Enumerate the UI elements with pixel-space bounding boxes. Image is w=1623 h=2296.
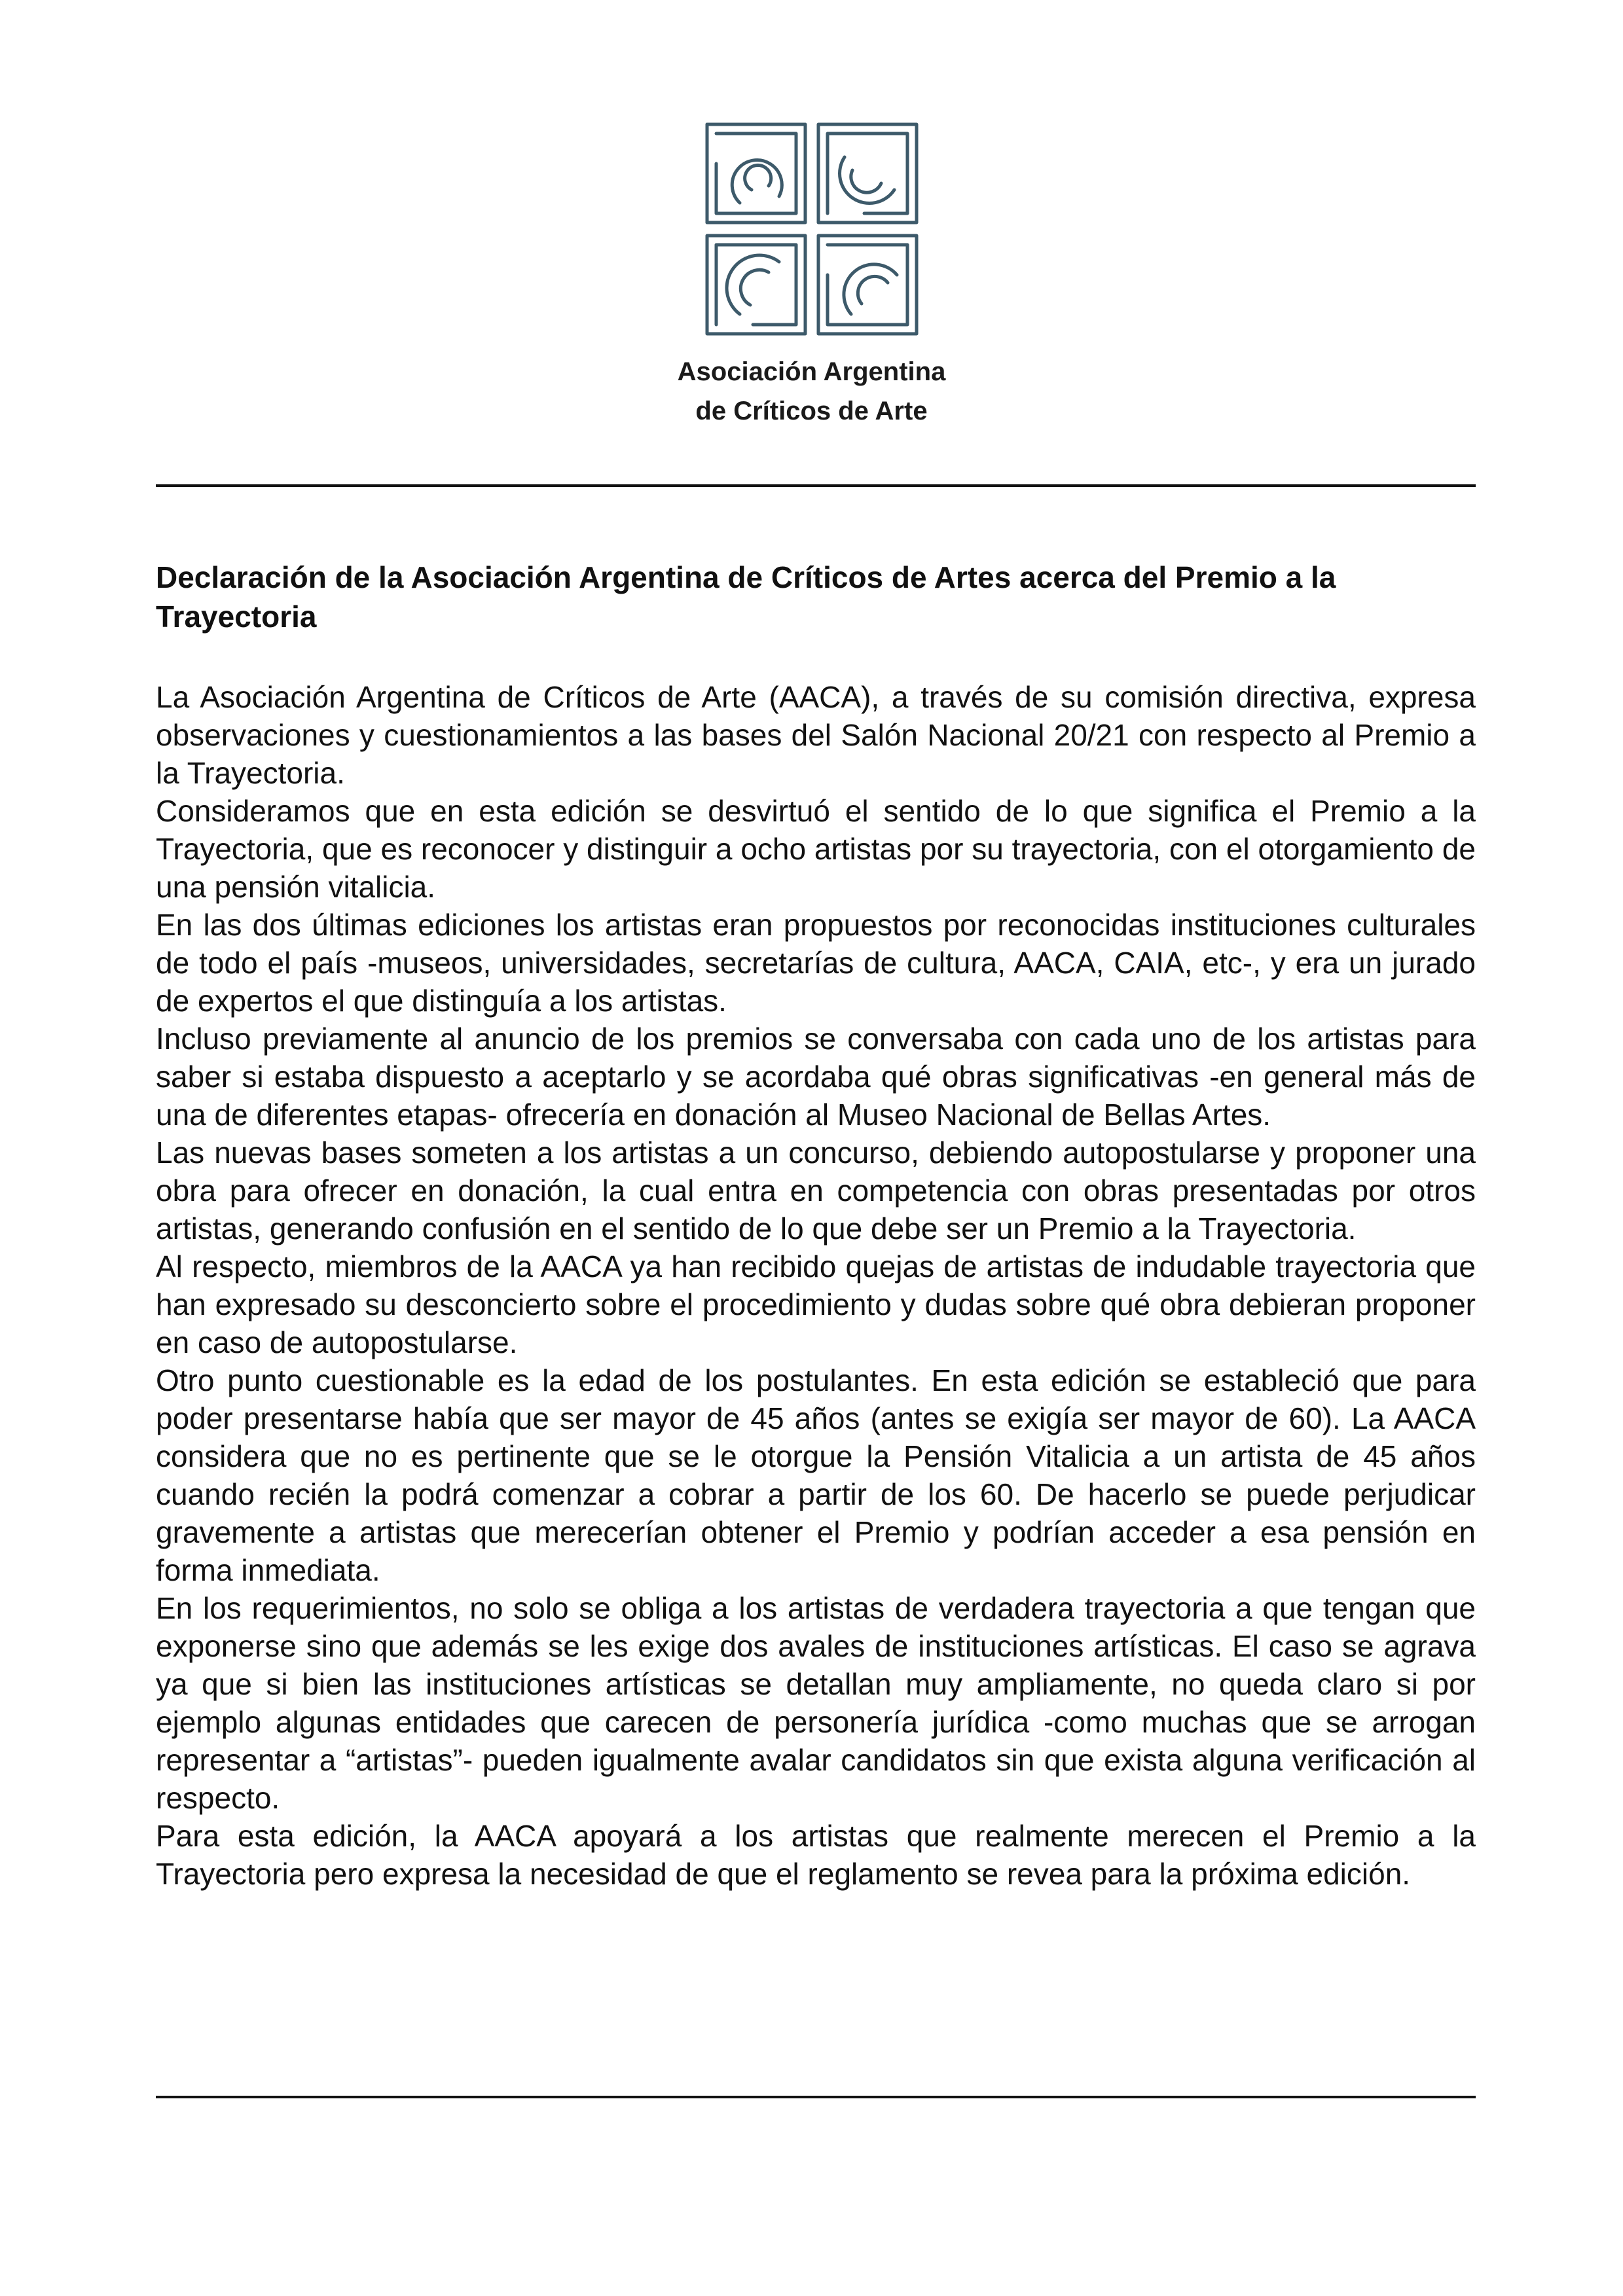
paragraph-4: Incluso previamente al anuncio de los premios se conversaba con cada uno de los artistas para saber si estaba dispuesto a aceptarlo y se acordaba qué obras significativas -en general más de una de diferentes etapas- ofrecería en donación al Museo Nacional de Bellas Artes. bbox=[156, 1022, 1476, 1132]
top-divider bbox=[156, 484, 1476, 487]
paragraph-8: En los requerimientos, no solo se obliga a los artistas de verdadera trayectoria a que tengan que exponerse sino que además se les exige dos avales de instituciones artísticas. El caso se agrava ya que si bien las instituciones artísticas se detallan muy ampliamente, no queda claro si por ejemplo algunas entidades que carecen de personería jurídica -como muchas que se arrogan representar a “artistas”- pueden igualmente avalar candidatos sin que exista alguna verificación al respecto. bbox=[156, 1591, 1476, 1815]
letterhead bbox=[0, 118, 1623, 431]
bottom-divider bbox=[156, 2096, 1476, 2098]
aaca-spiral-logo-icon bbox=[701, 118, 923, 340]
paragraph-6: Al respecto, miembros de la AACA ya han recibido quejas de artistas de indudable trayectoria que han expresado su desconcierto sobre el procedimiento y dudas sobre qué obra debieran proponer en caso de autopostularse. bbox=[156, 1249, 1476, 1359]
organization-name-line-2: de Críticos de Arte bbox=[695, 397, 928, 425]
paragraph-9: Para esta edición, la AACA apoyará a los artistas que realmente merecen el Premio a la Trayectoria pero expresa la necesidad de que el reglamento se revea para la próxima edición. bbox=[156, 1819, 1476, 1891]
organization-name-line-1: Asociación Argentina bbox=[677, 357, 946, 386]
paragraph-1: La Asociación Argentina de Críticos de Arte (AACA), a través de su comisión directiva, expresa observaciones y cuestionamientos a las bases del Salón Nacional 20/21 con respecto al Premio a la Trayectoria. bbox=[156, 680, 1476, 790]
document-title: Declaración de la Asociación Argentina de Críticos de Artes acerca del Premio a la Trayectoria bbox=[156, 560, 1336, 634]
paragraph-3: En las dos últimas ediciones los artistas eran propuestos por reconocidas instituciones culturales de todo el país -museos, universidades, secretarías de cultura, AACA, CAIA, etc-, y era un jurado de expertos el que distinguía a los artistas. bbox=[156, 908, 1476, 1018]
document-body bbox=[156, 558, 1476, 1893]
paragraph-5: Las nuevas bases someten a los artistas a un concurso, debiendo autopostularse y proponer una obra para ofrecer en donación, la cual entra en competencia con obras presentadas por otros artistas, generando confusión en el sentido de lo que debe ser un Premio a la Trayectoria. bbox=[156, 1136, 1476, 1246]
paragraph-2: Consideramos que en esta edición se desvirtuó el sentido de lo que significa el Premio a la Trayectoria, que es reconocer y distinguir a ocho artistas por su trayectoria, con el otorgamiento de una pensión vitalicia. bbox=[156, 794, 1476, 904]
organization-name bbox=[0, 352, 1623, 431]
paragraph-7: Otro punto cuestionable es la edad de los postulantes. En esta edición se estableció que para poder presentarse había que ser mayor de 45 años (antes se exigía ser mayor de 60). La AACA considera que no es pertinente que se le otorgue la Pensión Vitalicia a un artista de 45 años cuando recién la podrá comenzar a cobrar a partir de los 60. De hacerlo se puede perjudicar gravemente a artistas que merecerían obtener el Premio y podrían acceder a esa pensión en forma inmediata. bbox=[156, 1363, 1476, 1587]
